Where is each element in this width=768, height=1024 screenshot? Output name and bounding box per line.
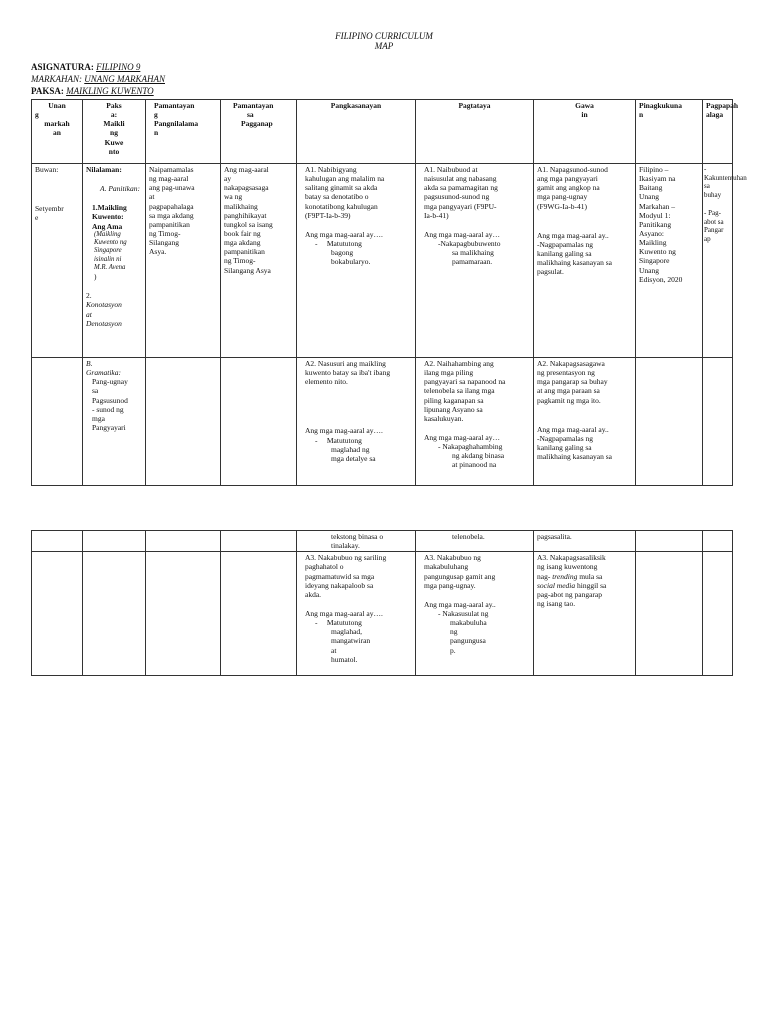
cell-pagtataya-a1: A1. Naibubuod at naisusulat ang nabasang akda sa pamamagitan ng pagsusunod-sunod ng mga pangyayari (F9PU- Ia-b-41) Ang mga mag-aaral ay… -Nakapagbubuwento sa malikhaing pamamaraan.	[416, 164, 534, 358]
cell-gawain-a3: A3. Nakapagsasaliksik ng isang kuwentong nag- trending mula sa social media hinggil sa pag-abot ng pangarap ng isang tao.	[534, 552, 636, 676]
cell-empty	[32, 531, 83, 552]
table-row-4	[32, 552, 733, 676]
cell-empty	[703, 552, 733, 676]
header-pagtataya: Pagtataya	[416, 100, 534, 164]
curriculum-table-part1	[31, 99, 747, 486]
cell-empty	[221, 531, 297, 552]
cell-pangkasanayan-a1: A1. Nabibigyang kahulugan ang malalim na salitang ginamit sa akda batay sa denotatibo o konotatibong kahulugan (F9PT-Ia-b-39) Ang mga mag-aaral ay…. - Matututong bagong bokabularyo.	[297, 164, 416, 358]
cell-empty	[221, 552, 297, 676]
table-row-3	[32, 531, 733, 552]
curriculum-table-part2	[31, 530, 733, 676]
meta-markahan: MARKAHAN: UNANG MARKAHAN	[31, 74, 165, 84]
cell-gawain-cont: pagsasalita.	[534, 531, 636, 552]
cell-empty	[636, 358, 703, 486]
header-row	[32, 100, 733, 164]
cell-buwan: Buwan: Setyembr e	[32, 164, 83, 358]
header-pangkasanayan: Pangkasanayan	[297, 100, 416, 164]
cell-empty	[32, 358, 83, 486]
cell-gawain-a2: A2. Nakapagsasagawa ng presentasyon ng mga pangarap sa buhay at ang mga paraan sa pagkamit ng mga ito. Ang mga mag-aaral ay.. -Nagpapamalas ng kanilang galing sa malikhaing kasanayan sa	[534, 358, 636, 486]
cell-empty	[703, 358, 733, 486]
meta-markahan-label: MARKAHAN	[31, 74, 79, 84]
cell-empty	[703, 531, 733, 552]
cell-empty	[221, 358, 297, 486]
meta-paksa-value: MAIKLING KUWENTO	[66, 86, 154, 96]
cell-pinagkukunan: Filipino – Ikasiyam na Baitang Unang Markahan – Modyul 1: Panitikang Asyano: Maikling Kuwento ng Singapore Unang Edisyon, 2020	[636, 164, 703, 358]
cell-empty	[32, 552, 83, 676]
meta-asignatura: ASIGNATURA: FILIPINO 9	[31, 62, 141, 72]
cell-pamantayang-pangnilalaman: Naipamamalas ng mag-aaral ang pag-unawa at pagpapahalaga sa mga akdang pampanitikan ng Timog- Silangang Asya.	[146, 164, 221, 358]
cell-pagpapahalaga: - Kakuntentuhan sa buhay - Pag- abot sa Pangar ap	[703, 164, 733, 358]
cell-empty	[83, 531, 146, 552]
cell-empty	[146, 358, 221, 486]
document-title-line1: FILIPINO CURRICULUM	[335, 31, 433, 41]
document-title-line2: MAP	[374, 41, 394, 51]
cell-empty	[636, 552, 703, 676]
header-paksa: Paks a: Maikli ng Kuwe nto	[83, 100, 146, 164]
cell-empty	[83, 552, 146, 676]
table-row-2	[32, 358, 733, 486]
table-row-1	[32, 164, 733, 358]
meta-markahan-value: UNANG MARKAHAN	[84, 74, 165, 84]
cell-empty	[146, 552, 221, 676]
header-markahan: Unan g markah an	[32, 100, 83, 164]
header-pamantayang-pangnilalaman: Pamantayan g Pangnilalama n	[146, 100, 221, 164]
cell-pangkasanayan-a3: A3. Nakabubuo ng sariling paghahatol o pagmamatuwid sa mga ideyang nakapaloob sa akda. Ang mga mag-aaral ay…. - Matututong maglahad, mangatwiran at humatol.	[297, 552, 416, 676]
cell-pangkasanayan-cont: tekstong binasa o tinalakay.	[297, 531, 416, 552]
cell-pagtataya-a2: A2. Naihahambing ang ilang mga piling pangyayari sa napanood na telenobela sa ilang mga piling kaganapan sa lipunang Asyano sa kasalukuyan. Ang mga mag-aaral ay… - Nakapaghahambing ng akdang binasa at pinanood na	[416, 358, 534, 486]
cell-pamantayan-sa-pagganap: Ang mag-aaral ay nakapagsasaga wa ng malikhaing panghihikayat tungkol sa isang book fair ng mga akdang pampanitikan ng Timog- Silangang Asya	[221, 164, 297, 358]
header-pagpapahalaga: Pagpapah alaga	[703, 100, 733, 164]
cell-empty	[636, 531, 703, 552]
cell-pangkasanayan-a2: A2. Nasusuri ang maikling kuwento batay sa iba't ibang elemento nito. Ang mga mag-aaral ay…. - Matututong maglahad ng mga detalye sa	[297, 358, 416, 486]
cell-gramatika: B. Gramatika: Pang-ugnay sa Pagsusunod - sunod ng mga Pangyayari	[83, 358, 146, 486]
header-pinagkukunan: Pinagkukuna n	[636, 100, 703, 164]
cell-nilalaman: Nilalaman: A. Panitikan: 1.Maikling Kuwento: Ang Ama (Maikling Kuwento ng Singapore isinalin ni M.R. Avena ) 2. Konotasyon at Denotasyon	[83, 164, 146, 358]
meta-paksa: PAKSA: MAIKLING KUWENTO	[31, 86, 154, 96]
cell-empty	[146, 531, 221, 552]
meta-paksa-label: PAKSA	[31, 86, 61, 96]
header-pamantayan-sa-pagganap: Pamantayan sa Pagganap	[221, 100, 297, 164]
cell-pagtataya-a3: A3. Nakabubuo ng makabuluhang pangungusap gamit ang mga pang-ugnay. Ang mga mag-aaral ay.. - Nakasusulat ng makabuluha ng pangungusa p.	[416, 552, 534, 676]
meta-asignatura-value: FILIPINO 9	[96, 62, 141, 72]
meta-asignatura-label: ASIGNATURA	[31, 62, 91, 72]
cell-gawain-a1: A1. Napagsunod-sunod ang mga pangyayari gamit ang angkop na mga pang-ugnay (F9WG-Ia-b-41) Ang mga mag-aaral ay.. -Nagpapamalas ng kanilang galing sa malikhaing kasanayan sa pagsulat.	[534, 164, 636, 358]
header-gawain: Gawa in	[534, 100, 636, 164]
cell-pagtataya-cont: telenobela.	[416, 531, 534, 552]
